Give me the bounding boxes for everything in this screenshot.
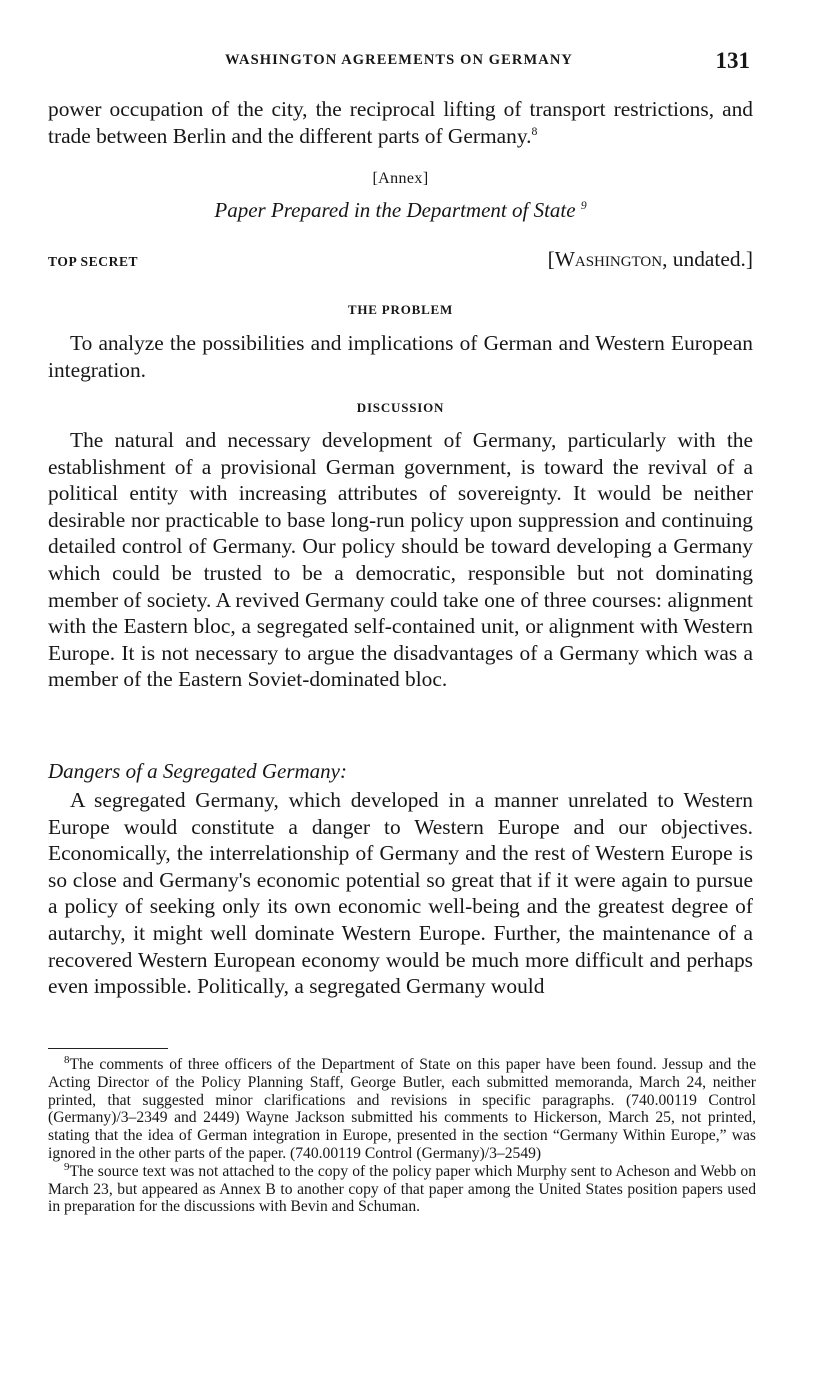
classification-line <box>48 247 753 272</box>
footnote-mark-9: 9 <box>64 1160 70 1173</box>
page-number: 131 <box>715 48 750 73</box>
footnote-9-text: The source text was not attached to the copy of the policy paper which Murphy sent to Acheson and Webb on March 23, but appeared as Annex B to another copy of that paper among the United States position papers used in preparation for the discussions with Bevin and Schuman. <box>48 1162 756 1216</box>
running-header <box>48 48 750 73</box>
place-open-bracket: [ <box>547 247 555 271</box>
discussion-heading: DISCUSSION <box>356 400 445 415</box>
problem-paragraph: To analyze the possibilities and implications of German and Western European integration. <box>48 331 753 382</box>
footnote-9 <box>48 1160 756 1216</box>
dangers-block <box>48 787 753 1000</box>
continuation-paragraph <box>48 96 753 149</box>
footnote-8-text: The comments of three officers of the Department of State on this paper have been found. Jessup and the Acting Director of the Policy Planning Staff, George Butler, each submitted memoranda, March 24, neither printed, that suggested minor clarifications and revisions in specific paragraphs. (740.00119 Control (Germany)/3–2349 and 2449) Wayne Jackson submitted his comments to Hickerson, March 25, not printed, stating that the idea of German integration in Europe, presented in the section “Germany Within Europe,” was ignored in the other parts of the paper. (740.00119 Control (Germany)/3–2549) <box>48 1056 756 1162</box>
place-rest: , undated.] <box>662 247 753 271</box>
classification-marking: TOP SECRET <box>48 254 139 269</box>
dangers-paragraph: A segregated Germany, which developed in a manner unrelated to Western Europe would constitute a danger to Western Europe and our objectives. Economically, the interrelationship of Germany and the rest of Western Europe is so close and Germany's economic potential so great that if it were again to pursue a policy of seeking only its own economic well-being and the greatest degree of autarchy, it might well dominate Western Europe. Further, the maintenance of a recovered Western European economy would be much more difficult and perhaps even impossible. Politically, a segregated Germany would <box>48 788 753 999</box>
dangers-heading-block <box>48 759 753 784</box>
footnote-ref-8: 8 <box>531 124 538 138</box>
discussion-paragraph: The natural and necessary development of Germany, particularly with the establishment of a provisional German government, is toward the revival of a political entity with increasing attributes of sovereignty. It would be neither desirable nor practicable to base long-run policy upon suppression and continuing detailed control of Germany. Our policy should be toward developing a Germany which could be trusted to be a democratic, responsible but not dominating member of society. A revived Germany could take one of three courses: alignment with the Eastern bloc, a segregated self-contained unit, or alignment with Western Europe. It is not necessary to argue the disadvantages of a Germany which was a member of the Eastern Soviet-dominated bloc. <box>48 428 753 692</box>
place-date <box>548 247 753 272</box>
footnote-mark-8: 8 <box>64 1053 70 1066</box>
continuation-text: power occupation of the city, the reciprocal lifting of transport restrictions, and trade between Berlin and the different parts of Germany. <box>48 97 753 148</box>
running-title: WASHINGTON AGREEMENTS ON GERMANY <box>225 52 573 68</box>
continuation-block <box>48 96 753 149</box>
discussion-block <box>48 427 753 693</box>
annex-label: [Annex] <box>372 170 429 187</box>
problem-block <box>48 330 753 383</box>
place-name: Washington <box>554 247 663 271</box>
dangers-heading: Dangers of a Segregated Germany: <box>48 759 347 783</box>
footnote-8 <box>48 1053 756 1163</box>
problem-heading: THE PROBLEM <box>347 302 454 317</box>
footnote-ref-9: 9 <box>580 200 587 212</box>
footnote-rule <box>48 1048 168 1049</box>
document-title <box>48 198 753 223</box>
document-title-text: Paper Prepared in the Department of State <box>214 198 576 222</box>
footnotes <box>48 1053 756 1216</box>
